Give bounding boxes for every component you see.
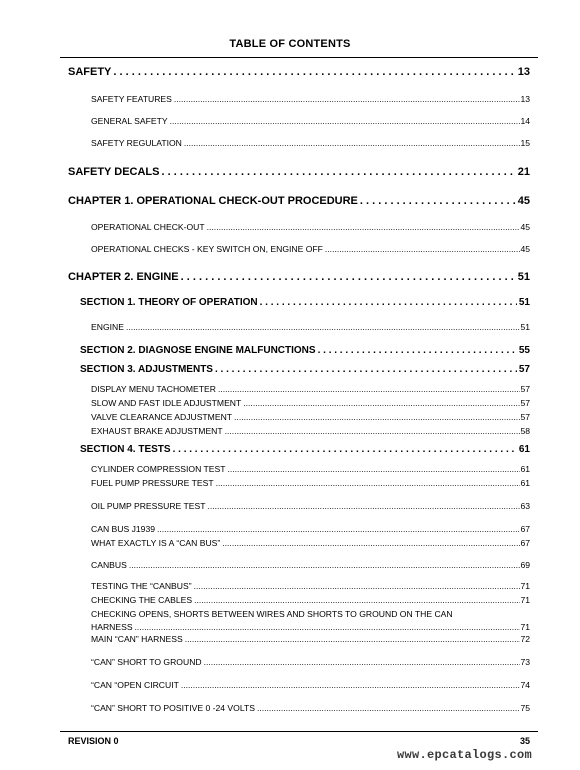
toc-entry-page: 71 bbox=[520, 622, 530, 632]
toc-entry-title: CHAPTER 2. ENGINE bbox=[68, 271, 179, 283]
toc-entry-title: CHAPTER 1. OPERATIONAL CHECK-OUT PROCEDURE bbox=[68, 195, 358, 207]
toc-entry-title: “CAN” SHORT TO GROUND bbox=[91, 657, 202, 667]
toc-entry-section-2[interactable] bbox=[80, 345, 530, 357]
toc-entry[interactable] bbox=[91, 580, 530, 592]
toc-entry-title: “CAN “OPEN CIRCUIT bbox=[91, 680, 179, 690]
toc-entry-title: SECTION 4. TESTS bbox=[80, 444, 171, 455]
toc-entry[interactable] bbox=[91, 463, 530, 475]
toc-entry-title: WHAT EXACTLY IS A “CAN BUS” bbox=[91, 538, 221, 548]
toc-entry-title: SECTION 1. THEORY OF OPERATION bbox=[80, 297, 258, 308]
toc-entry-page: 13 bbox=[520, 94, 530, 104]
toc-entry-title: DISPLAY MENU TACHOMETER bbox=[91, 384, 216, 394]
toc-leader bbox=[216, 477, 521, 489]
watermark: www.epcatalogs.com bbox=[396, 748, 532, 762]
toc-leader bbox=[174, 93, 521, 105]
toc-entry-title: SAFETY REGULATION bbox=[91, 138, 182, 148]
toc-entry-page: 15 bbox=[520, 138, 530, 148]
toc-leader bbox=[185, 633, 521, 645]
toc-leader bbox=[173, 444, 517, 456]
toc-entry[interactable] bbox=[91, 559, 530, 571]
toc-entry-page: 57 bbox=[520, 398, 530, 408]
toc-leader bbox=[194, 594, 520, 606]
toc-entry-section-4[interactable] bbox=[80, 444, 530, 456]
toc-leader bbox=[135, 621, 521, 633]
toc-entry-title: CAN BUS J1939 bbox=[91, 524, 156, 534]
toc-entry-title: FUEL PUMP PRESSURE TEST bbox=[91, 478, 214, 488]
toc-entry-title: OPERATIONAL CHECKS - KEY SWITCH ON, ENGINE OFF bbox=[91, 244, 323, 254]
toc-entry-chapter-1[interactable] bbox=[68, 195, 530, 207]
toc-entry-page: 61 bbox=[520, 478, 530, 488]
toc-entry-title: OIL PUMP PRESSURE TEST bbox=[91, 501, 206, 511]
toc-entry[interactable] bbox=[91, 633, 530, 645]
toc-entry-page: 67 bbox=[520, 538, 530, 548]
toc-leader bbox=[181, 271, 516, 283]
toc-leader bbox=[257, 702, 520, 714]
toc-entry-title: SAFETY DECALS bbox=[68, 166, 160, 178]
toc-leader bbox=[194, 580, 521, 592]
toc-leader bbox=[243, 397, 520, 409]
toc-leader bbox=[161, 166, 515, 178]
toc-leader bbox=[207, 221, 521, 233]
toc-entry-page: 71 bbox=[520, 581, 530, 591]
toc-leader bbox=[181, 679, 521, 691]
toc-entry-page: 74 bbox=[520, 680, 530, 690]
revision-label: REVISION 0 bbox=[68, 736, 119, 746]
toc-entry[interactable] bbox=[91, 243, 530, 255]
toc-leader bbox=[228, 463, 521, 475]
toc-entry-page: 51 bbox=[517, 271, 530, 283]
toc-entry-title: TESTING THE “CANBUS” bbox=[91, 581, 192, 591]
toc-leader bbox=[222, 537, 520, 549]
toc-leader bbox=[204, 656, 521, 668]
toc-entry[interactable] bbox=[91, 137, 530, 149]
toc-entry[interactable] bbox=[91, 425, 530, 437]
toc-entry-title-line1: CHECKING OPENS, SHORTS BETWEEN WIRES AND SHORTS TO GROUND ON THE CAN bbox=[91, 609, 453, 619]
toc-leader bbox=[207, 500, 520, 512]
toc-entry[interactable] bbox=[91, 656, 530, 668]
toc-leader bbox=[170, 115, 521, 127]
toc-entry-safety-decals[interactable] bbox=[68, 166, 530, 178]
toc-entry[interactable] bbox=[91, 594, 530, 606]
toc-leader bbox=[218, 383, 520, 395]
toc-entry[interactable] bbox=[91, 621, 530, 633]
toc-entry[interactable] bbox=[91, 93, 530, 105]
toc-entry-title: CANBUS bbox=[91, 560, 127, 570]
toc-entry-title: GENERAL SAFETY bbox=[91, 116, 168, 126]
toc-entry-page: 45 bbox=[520, 222, 530, 232]
toc-entry-title: SAFETY bbox=[68, 66, 112, 78]
toc-entry[interactable] bbox=[91, 321, 530, 333]
toc-leader bbox=[234, 411, 520, 423]
toc-entry-chapter-2[interactable] bbox=[68, 271, 530, 283]
toc-leader bbox=[126, 321, 520, 333]
toc-entry[interactable] bbox=[91, 411, 530, 423]
toc-entry-page: 13 bbox=[517, 66, 530, 78]
toc-entry-page: 45 bbox=[520, 244, 530, 254]
toc-entry-section-3[interactable] bbox=[80, 364, 530, 376]
toc-entry-page: 51 bbox=[518, 297, 530, 308]
toc-leader bbox=[360, 195, 516, 207]
toc-entry[interactable] bbox=[91, 537, 530, 549]
toc-entry-title: “CAN” SHORT TO POSITIVE 0 -24 VOLTS bbox=[91, 703, 255, 713]
toc-leader bbox=[215, 364, 517, 376]
toc-entry-page: 55 bbox=[518, 345, 530, 356]
toc-entry-page: 57 bbox=[518, 364, 530, 375]
toc-leader bbox=[318, 345, 517, 357]
toc-entry-page: 73 bbox=[520, 657, 530, 667]
page-number: 35 bbox=[519, 736, 530, 746]
toc-leader bbox=[113, 66, 515, 78]
toc-entry[interactable] bbox=[91, 115, 530, 127]
toc-entry-page: 57 bbox=[520, 412, 530, 422]
toc-leader bbox=[225, 425, 521, 437]
toc-entry-page: 61 bbox=[518, 444, 530, 455]
toc-entry[interactable] bbox=[91, 383, 530, 395]
toc-entry-page: 45 bbox=[517, 195, 530, 207]
toc-entry-section-1[interactable] bbox=[80, 297, 530, 309]
toc-entry-title: SECTION 3. ADJUSTMENTS bbox=[80, 364, 213, 375]
toc-leader bbox=[157, 523, 520, 535]
footer-divider bbox=[60, 731, 538, 732]
toc-entry-page: 69 bbox=[520, 560, 530, 570]
toc-entry-page: 75 bbox=[520, 703, 530, 713]
toc-entry-title: EXHAUST BRAKE ADJUSTMENT bbox=[91, 426, 223, 436]
toc-entry-title: MAIN “CAN” HARNESS bbox=[91, 634, 183, 644]
toc-entry-title: SAFETY FEATURES bbox=[91, 94, 172, 104]
toc-entry-title: VALVE CLEARANCE ADJUSTMENT bbox=[91, 412, 233, 422]
toc-leader bbox=[260, 297, 517, 309]
toc-entry-title: ENGINE bbox=[91, 322, 124, 332]
toc-entry-title: CYLINDER COMPRESSION TEST bbox=[91, 464, 226, 474]
toc-entry-page: 51 bbox=[520, 322, 530, 332]
toc-entry-title: SLOW AND FAST IDLE ADJUSTMENT bbox=[91, 398, 242, 408]
page-title: TABLE OF CONTENTS bbox=[229, 38, 351, 50]
toc-entry-page: 14 bbox=[520, 116, 530, 126]
toc-entry[interactable] bbox=[91, 679, 530, 691]
toc-entry-page: 67 bbox=[520, 524, 530, 534]
toc-leader bbox=[184, 137, 521, 149]
toc-entry-page: 61 bbox=[520, 464, 530, 474]
toc-entry[interactable] bbox=[91, 221, 530, 233]
toc-entry-page: 21 bbox=[517, 166, 530, 178]
toc-entry-title: OPERATIONAL CHECK-OUT bbox=[91, 222, 205, 232]
toc-entry-title: SECTION 2. DIAGNOSE ENGINE MALFUNCTIONS bbox=[80, 345, 316, 356]
toc-entry-page: 58 bbox=[520, 426, 530, 436]
toc-entry[interactable] bbox=[91, 477, 530, 489]
toc-entry-page: 63 bbox=[520, 501, 530, 511]
toc-entry-page: 57 bbox=[520, 384, 530, 394]
toc-leader bbox=[129, 559, 521, 571]
toc-leader bbox=[325, 243, 521, 255]
toc-entry-title: CHECKING THE CABLES bbox=[91, 595, 193, 605]
toc-entry[interactable] bbox=[91, 397, 530, 409]
toc-entry-safety[interactable] bbox=[68, 66, 530, 78]
toc-entry[interactable] bbox=[91, 523, 530, 535]
toc-entry[interactable] bbox=[91, 702, 530, 714]
toc-entry[interactable] bbox=[91, 500, 530, 512]
toc-entry-page: 71 bbox=[520, 595, 530, 605]
toc-entry-page: 72 bbox=[520, 634, 530, 644]
toc-entry-title: HARNESS bbox=[91, 622, 133, 632]
